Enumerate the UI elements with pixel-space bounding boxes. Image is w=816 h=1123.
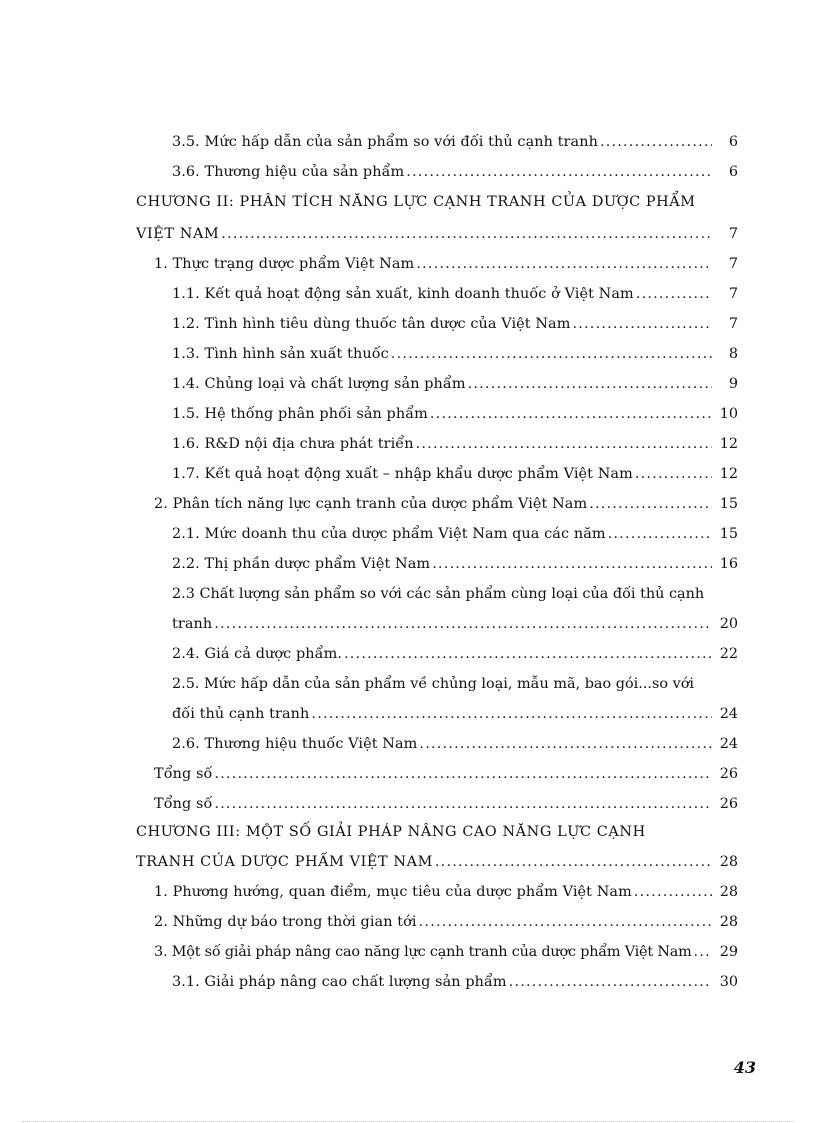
toc-leader-dots: [694, 942, 712, 962]
toc-entry-title: 1.2. Tình hình tiêu dùng thuốc tân dược của Việt Nam: [172, 316, 571, 332]
page-number: 43: [733, 1058, 756, 1077]
toc-entry: [172, 614, 738, 634]
toc-entry: [172, 404, 738, 424]
toc-leader-dots: [419, 912, 712, 932]
toc-leader-dots: [634, 882, 712, 902]
toc-entry: [136, 224, 738, 244]
toc-entry: [172, 344, 738, 364]
toc-entry: [154, 254, 738, 274]
toc-entry-page: 28: [719, 854, 738, 870]
toc-entry-page: 10: [719, 406, 738, 422]
toc-entry-title: Tổng số: [154, 796, 213, 812]
toc-leader-dots: [416, 254, 712, 274]
toc-entry-page: 7: [728, 286, 738, 302]
toc-chapter-heading: CHƯƠNG II: PHÂN TÍCH NĂNG LỰC CẠNH TRANH CỦA DƯỢC PHẨM: [136, 194, 696, 210]
toc-entry: [172, 734, 738, 754]
toc-entry-page: 24: [719, 736, 738, 752]
toc-entry-title: 1.7. Kết quả hoạt động xuất – nhập khẩu dược phẩm Việt Nam: [172, 466, 633, 482]
toc-leader-dots: [214, 764, 712, 784]
toc-entry-page: 9: [728, 376, 738, 392]
toc-entry-page: 28: [719, 914, 738, 930]
toc-entry-title-line: 2.3 Chất lượng sản phẩm so với các sản phẩm cùng loại của đối thủ cạnh: [172, 586, 705, 602]
toc-entry-title: 3.6. Thương hiệu của sản phẩm: [172, 164, 405, 180]
toc-entry: [172, 464, 738, 484]
toc-entry-page: 26: [719, 766, 738, 782]
toc-chapter-heading: CHƯƠNG III: MỘT SỐ GIẢI PHÁP NÂNG CAO NĂNG LỰC CẠNH: [136, 824, 646, 840]
toc-entry-title: đối thủ cạnh tranh: [172, 706, 310, 722]
toc-entry-title: 2. Phân tích năng lực cạnh tranh của dược phẩm Việt Nam: [154, 496, 588, 512]
toc-entry: [172, 434, 738, 454]
toc-leader-dots: [435, 852, 712, 872]
toc-entry: [154, 912, 738, 932]
toc-entry-page: 24: [719, 706, 738, 722]
toc-entry-page: 6: [728, 164, 738, 180]
toc-entry-page: 12: [719, 466, 738, 482]
toc-entry-title: 1.1. Kết quả hoạt động sản xuất, kinh doanh thuốc ở Việt Nam: [172, 286, 634, 302]
toc-entry-page: 7: [728, 226, 738, 242]
toc-entry-title: 1.4. Chủng loại và chất lượng sản phẩm: [172, 376, 466, 392]
toc-entry-page: 26: [719, 796, 738, 812]
toc-entry: [172, 554, 738, 574]
toc-entry-title: 2.4. Giá cả dược phẩm.: [172, 646, 342, 662]
toc-entry-title: 2.2. Thị phần dược phẩm Việt Nam: [172, 556, 431, 572]
toc-leader-dots: [419, 734, 712, 754]
toc-entry-page: 22: [719, 646, 738, 662]
toc-leader-dots: [311, 704, 712, 724]
toc-leader-dots: [214, 614, 712, 634]
toc-entry-page: 8: [728, 346, 738, 362]
toc-entry-page: 7: [728, 316, 738, 332]
toc-entry-title: 1. Phương hướng, quan điểm, mục tiêu của dược phẩm Việt Nam: [154, 884, 632, 900]
toc-entry: [154, 882, 738, 902]
toc-leader-dots: [635, 464, 712, 484]
toc-entry-page: 16: [719, 556, 738, 572]
toc-entry: [172, 704, 738, 724]
toc-entry-title-line: 2.5. Mức hấp dẫn của sản phẩm về chủng loại, mẫu mã, bao gói...so với: [172, 676, 694, 692]
toc-leader-dots: [214, 794, 712, 814]
toc-leader-dots: [221, 224, 712, 244]
toc-entry-page: 7: [728, 256, 738, 272]
footer-divider: [22, 1121, 794, 1122]
toc-leader-dots: [432, 554, 712, 574]
toc-leader-dots: [406, 162, 712, 182]
toc-leader-dots: [600, 132, 712, 152]
toc-entry: [172, 162, 738, 182]
toc-entry-title: 1.6. R&D nội địa chưa phát triển: [172, 436, 414, 452]
toc-leader-dots: [636, 284, 712, 304]
toc-entry: [154, 942, 738, 962]
toc-entry: [136, 852, 738, 872]
toc-entry-title: 2. Những dự báo trong thời gian tới: [154, 914, 417, 930]
toc-entry-title: TRANH CỦA DƯỢC PHẨM VIỆT NAM: [136, 854, 433, 870]
toc-entry-page: 6: [728, 134, 738, 150]
toc-entry-title: 3.1. Giải pháp nâng cao chất lượng sản phẩm: [172, 974, 507, 990]
toc-leader-dots: [344, 644, 712, 664]
toc-entry-page: 15: [719, 526, 738, 542]
toc-entry: [172, 284, 738, 304]
toc-entry: [154, 764, 738, 784]
toc-entry-title: 2.6. Thương hiệu thuốc Việt Nam: [172, 736, 418, 752]
toc-leader-dots: [589, 494, 712, 514]
toc-entry-title: 3.5. Mức hấp dẫn của sản phẩm so với đối thủ cạnh tranh: [172, 134, 598, 150]
toc-entry-title: 1.3. Tình hình sản xuất thuốc: [172, 346, 389, 362]
toc-entry-title: tranh: [172, 616, 213, 632]
toc-entry-title: 2.1. Mức doanh thu của dược phẩm Việt Nam qua các năm: [172, 526, 606, 542]
toc-leader-dots: [509, 972, 712, 992]
toc-entry: [154, 794, 738, 814]
toc-leader-dots: [416, 434, 712, 454]
toc-entry: [172, 374, 738, 394]
toc-leader-dots: [430, 404, 712, 424]
toc-entry: [172, 524, 738, 544]
toc-leader-dots: [468, 374, 712, 394]
toc-entry-page: 30: [719, 974, 738, 990]
toc-entry-title: 3. Một số giải pháp nâng cao năng lực cạnh tranh của dược phẩm Việt Nam: [154, 944, 692, 960]
toc-leader-dots: [608, 524, 712, 544]
toc-entry-page: 29: [719, 944, 738, 960]
toc-entry-title: 1.5. Hệ thống phân phối sản phẩm: [172, 406, 428, 422]
toc-entry-title: Tổng số: [154, 766, 213, 782]
toc-entry-title: VIỆT NAM: [136, 226, 220, 242]
toc-leader-dots: [572, 314, 712, 334]
toc-leader-dots: [391, 344, 712, 364]
toc-entry-title: 1. Thực trạng dược phẩm Việt Nam: [154, 256, 415, 272]
toc-entry: [172, 972, 738, 992]
toc-entry-page: 28: [719, 884, 738, 900]
toc-entry-page: 12: [719, 436, 738, 452]
toc-entry: [172, 644, 738, 664]
toc-entry-page: 20: [719, 616, 738, 632]
toc-entry-page: 15: [719, 496, 738, 512]
toc-entry: [154, 494, 738, 514]
toc-entry: [172, 314, 738, 334]
toc-entry: [172, 132, 738, 152]
